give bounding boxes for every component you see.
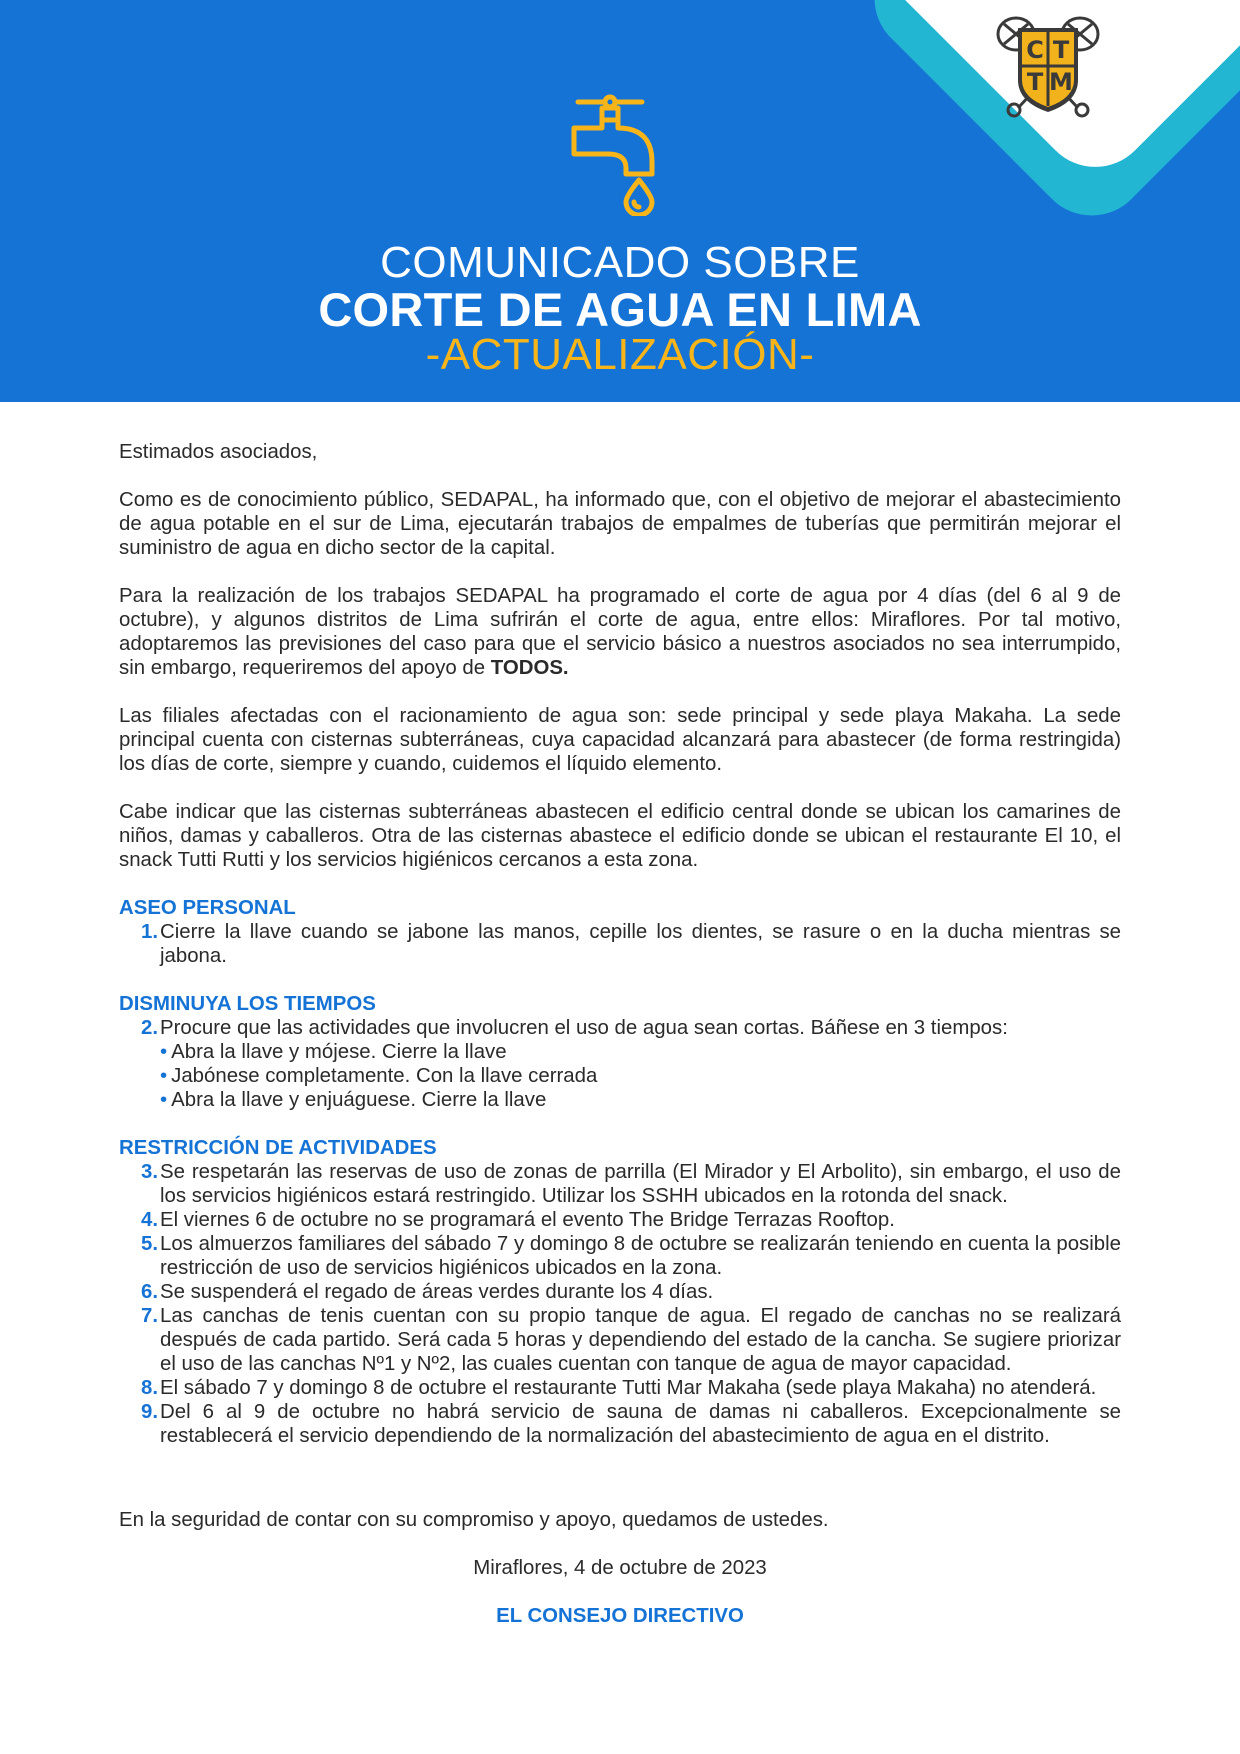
list-item [119,1280,1121,1304]
section-heading-tiempos: DISMINUYA LOS TIEMPOS [119,993,376,1015]
bullet-dot-icon: • [160,1041,168,1063]
item-text: Del 6 al 9 de octubre no habrá servicio de sauna de damas ni caballeros. Excepcionalmente se restablecerá el servicio dependiendo de la normalización del abastecimiento de agua en el distrito. [160,1401,1121,1447]
logo-letter-m: M [1049,68,1073,96]
item-text: Procure que las actividades que involucren el uso de agua sean cortas. Báñese en 3 tiempos: [160,1017,1008,1039]
bullet-text: Abra la llave y enjuáguese. Cierre la llave [171,1089,547,1111]
letter-body [119,440,1121,1628]
list-item [119,1160,1121,1208]
item-number: 8. [140,1377,158,1399]
list-item [119,1400,1121,1448]
section-heading-aseo: ASEO PERSONAL [119,897,296,919]
title-line-2: CORTE DE AGUA EN LIMA [318,283,922,336]
item-number: 7. [140,1305,158,1327]
title-line-3: -ACTUALIZACIÓN- [425,330,815,379]
list-item [119,1376,1121,1400]
date-line: Miraflores, 4 de octubre de 2023 [473,1557,767,1579]
paragraph-2-bold: TODOS. [490,657,569,679]
logo-letter-t2: T [1026,68,1044,96]
bullet-text: Jabónese completamente. Con la llave cerrada [171,1065,598,1087]
item-text: Cierre la llave cuando se jabone las manos, cepille los dientes, se rasure o en la ducha mientras se jabona. [160,921,1121,967]
item-number: 9. [140,1401,158,1423]
item-text: Los almuerzos familiares del sábado 7 y domingo 8 de octubre se realizarán teniendo en cuenta la posible restricción de uso de servicios higiénicos ubicados en la zona. [160,1233,1121,1279]
item-text: Se suspenderá el regado de áreas verdes durante los 4 días. [160,1281,714,1303]
section-heading-restriccion: RESTRICCIÓN DE ACTIVIDADES [119,1137,437,1159]
logo-letter-c: C [1026,36,1044,64]
bullet-dot-icon: • [160,1065,168,1087]
paragraph-1: Como es de conocimiento público, SEDAPAL, ha informado que, con el objetivo de mejorar el abastecimiento de agua potable en el sur de Lima, ejecutarán trabajos de empalmes de tuberías que permitirán mejorar el suministro de agua en dicho sector de la capital. [119,489,1121,559]
item-number: 5. [140,1233,158,1255]
item-text: Se respetarán las reservas de uso de zonas de parrilla (El Mirador y El Arbolito), sin embargo, el uso de los servicios higiénicos estará restringido. Utilizar los SSHH ubicados en la rotonda del snack. [160,1161,1121,1207]
item-number: 6. [140,1281,158,1303]
paragraph-3: Las filiales afectadas con el racionamiento de agua son: sede principal y sede playa Makaha. La sede principal cuenta con cisternas subterráneas, cuya capacidad alcanzará para abastecer (de forma restringida) los días de corte, siempre y cuando, cuidemos el líquido elemento. [119,705,1121,775]
title-line-1: COMUNICADO SOBRE [380,238,860,287]
logo-letter-t1: T [1052,36,1070,64]
paragraph-4: Cabe indicar que las cisternas subterráneas abastecen el edificio central donde se ubican los camarines de niños, damas y caballeros. Otra de las cisternas abastece el edificio donde se ubican el restaurante El 10, el snack Tutti Rutti y los servicios higiénicos cercanos a esta zona. [119,801,1121,871]
list-item [119,1232,1121,1280]
item-number: 4. [140,1209,158,1231]
item-text: Las canchas de tenis cuentan con su propio tanque de agua. El regado de canchas no se realizará después de cada partido. Será cada 5 horas y dependiendo del estado de la cancha. Se sugiere priorizar el uso de las canchas Nº1 y Nº2, las cuales cuentan con tanque de agua de mayor capacidad. [160,1305,1121,1375]
closing-line: En la seguridad de contar con su compromiso y apoyo, quedamos de ustedes. [119,1509,829,1531]
greeting: Estimados asociados, [119,441,318,463]
bullet-text: Abra la llave y mójese. Cierre la llave [171,1041,507,1063]
crossed-rackets-shield-icon [994,14,1102,118]
signature: EL CONSEJO DIRECTIVO [496,1605,744,1627]
item-number: 3. [140,1161,158,1183]
bullet-item [119,1064,1121,1088]
item-number: 2. [140,1017,158,1039]
list-item [119,1304,1121,1376]
paragraph-2-text: Para la realización de los trabajos SEDAPAL ha programado el corte de agua por 4 días (del 6 al 9 de octubre), y algunos distritos de Lima sufrirán el corte de agua, entre ellos: Miraflores. Por tal motivo, adoptaremos las previsiones del caso para que el servicio básico a nuestros asociados no sea interrumpido, sin embargo, requeriremos del apoyo de [119,585,1121,679]
item-text: El sábado 7 y domingo 8 de octubre el restaurante Tutti Mar Makaha (sede playa Makaha) no atenderá. [160,1377,1097,1399]
list-item [119,1208,1121,1232]
bullet-item [119,1088,1121,1112]
bullet-dot-icon: • [160,1089,168,1111]
list-item [119,920,1121,968]
bullet-item [119,1040,1121,1064]
paragraph-2 [119,584,1121,680]
water-faucet-icon [568,92,672,216]
list-item [119,1016,1121,1040]
item-text: El viernes 6 de octubre no se programará el evento The Bridge Terrazas Rooftop. [160,1209,895,1231]
item-number: 1. [140,921,158,943]
header-banner [0,0,1240,402]
